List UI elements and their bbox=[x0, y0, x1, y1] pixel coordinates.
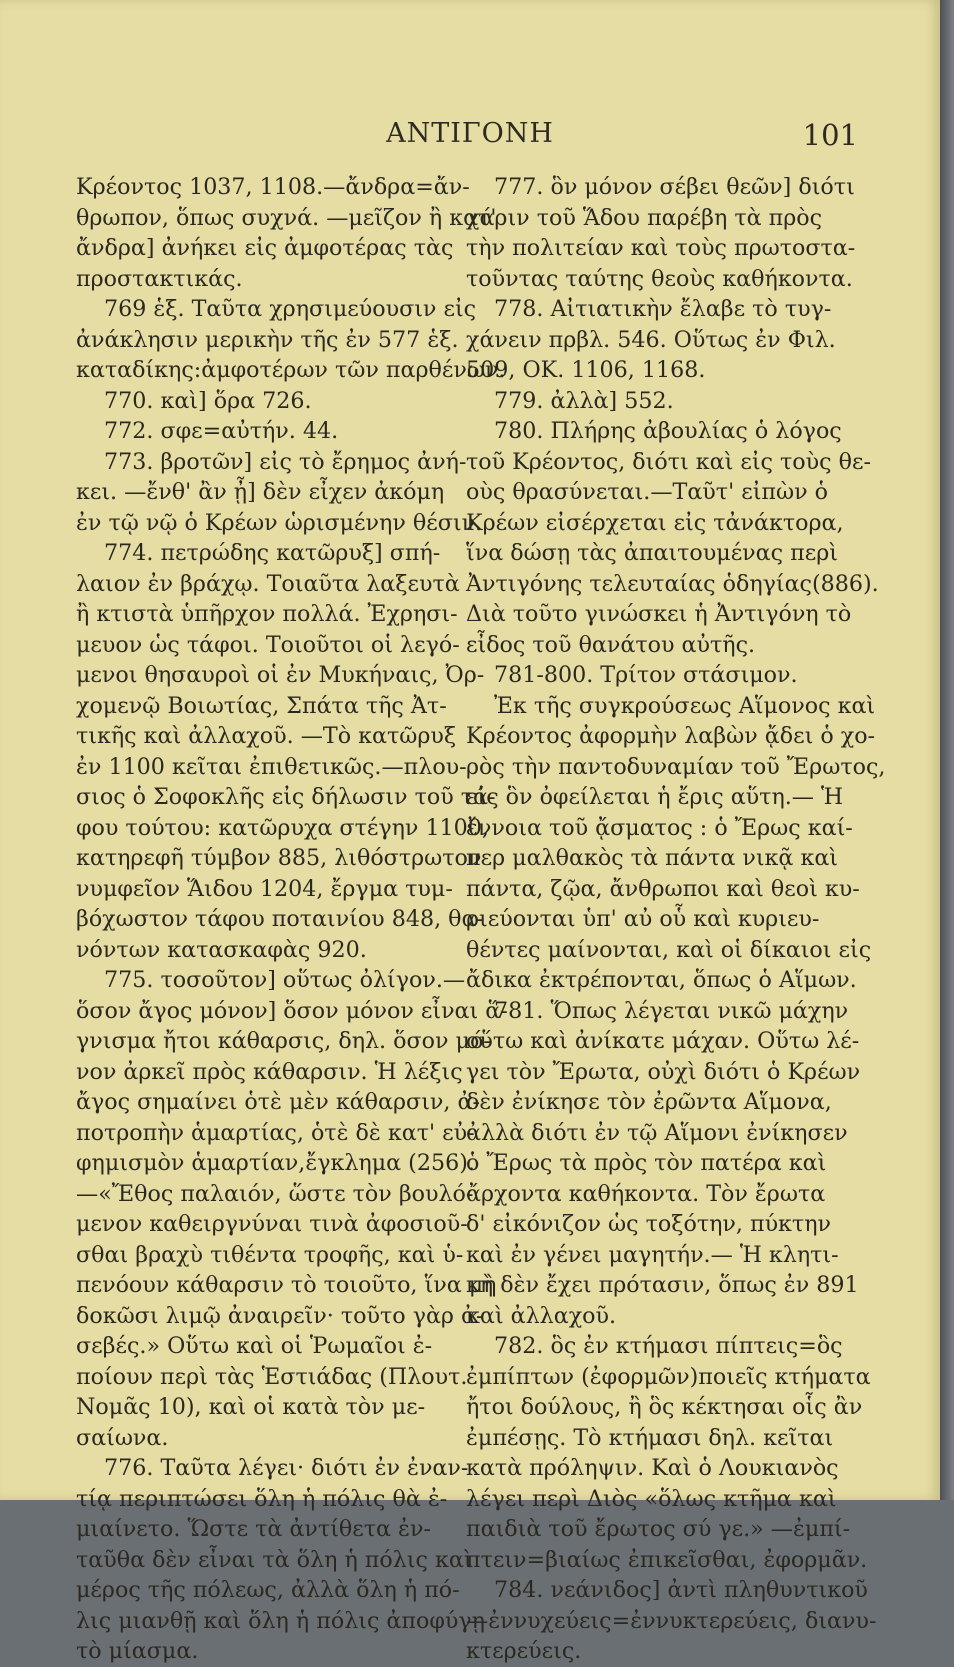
text-line: κτερεύεις. bbox=[466, 1638, 582, 1664]
text-line: 777. ὃν μόνον σέβει θεῶν] διότι bbox=[494, 174, 855, 200]
text-line: Ἀντιγόνης τελευταίας ὁδηγίας(886). bbox=[466, 570, 879, 597]
text-line: δ' εἰκόνιζον ὡς τοξότην, πύκτην bbox=[466, 1211, 831, 1237]
text-line: εἶδος τοῦ θανάτου αὐτῆς. bbox=[466, 631, 756, 658]
page-number: 101 bbox=[802, 118, 858, 152]
text-line: 774. πετρώδης κατῶρυξ] σπή- bbox=[104, 540, 441, 566]
text-line: οὺς θρασύνεται.—Ταῦτ' εἰπὼν ὁ bbox=[466, 479, 828, 505]
text-line: παιδιὰ τοῦ ἔρωτος σύ γε.» —ἐμπί- bbox=[466, 1516, 851, 1542]
text-line: ἀλλὰ διότι ἐν τῷ Αἵμονι ἐνίκησεν bbox=[466, 1119, 848, 1146]
text-line: —«Ἔθος παλαιόν, ὥστε τὸν βουλό- bbox=[76, 1180, 474, 1207]
text-line: ποτροπὴν ἁμαρτίας, ὁτὲ δὲ κατ' εὐ- bbox=[76, 1119, 475, 1146]
text-line: τικῆς καὶ ἀλλαχοῦ. —Τὸ κατῶρυξ bbox=[76, 723, 457, 749]
text-line: ριεύονται ὑπ' αὐ οὗ καὶ κυριευ- bbox=[466, 906, 820, 932]
text-line: 773. βροτῶν] εἰς τὸ ἔρημος ἀνή- bbox=[104, 448, 467, 475]
text-line: 780. Πλήρης ἀβουλίας ὁ λόγος bbox=[494, 418, 842, 444]
text-line: ἄδικα ἐκτρέπονται, ὅπως ὁ Αἵμων. bbox=[466, 967, 857, 993]
text-line: 770. καὶ] ὅρα 726. bbox=[104, 387, 312, 414]
text-line: πάντα, ζῷα, ἄνθρωποι καὶ θεοὶ κυ- bbox=[466, 875, 860, 902]
text-line: τοῦντας ταύτης θεοὺς καθήκοντα. bbox=[466, 265, 853, 292]
text-line: Νομᾶς 10), καὶ οἱ κατὰ τὸν με- bbox=[76, 1394, 426, 1420]
text-line: 782. ὃς ἐν κτήμασι πίπτεις=ὃς bbox=[494, 1333, 843, 1359]
text-line: σεβές.» Οὕτω καὶ οἱ Ῥωμαῖοι ἐ- bbox=[76, 1333, 433, 1359]
text-line: καταδίκης:ἀμφοτέρων τῶν παρθένων. bbox=[76, 357, 506, 383]
text-line: μευον ὡς τάφοι. Τοιοῦτοι οἱ λεγό- bbox=[76, 631, 460, 658]
text-line: οὕτω καὶ ἀνίκατε μάχαν. Οὕτω λέ- bbox=[466, 1028, 860, 1054]
running-title: ΑΝΤΙΓΟΝΗ bbox=[386, 118, 554, 149]
text-line: 784. νεάνιδος] ἀντὶ πληθυντικοῦ bbox=[494, 1577, 868, 1603]
text-line: ἐν τῷ νῷ ὁ Κρέων ὡρισμένην θέσιν. bbox=[76, 509, 483, 536]
text-line: βόχωστον τάφου ποταινίου 848, θα- bbox=[76, 906, 485, 932]
text-line: λαιον ἐν βράχῳ. Τοιαῦτα λαξευτὰ bbox=[76, 570, 460, 597]
left-text-column bbox=[76, 172, 508, 1667]
right-text-column bbox=[466, 172, 886, 1667]
text-line: λέγει περὶ Διὸς «ὅλως κτῆμα καὶ bbox=[466, 1485, 837, 1512]
text-line: ἀνάκλησιν μερικὴν τῆς ἐν 577 ἑξ. bbox=[76, 326, 459, 353]
text-line: κατηρεφῆ τύμβον 885, λιθόστρωτον bbox=[76, 845, 482, 871]
text-line: Κρέοντος ἀφορμὴν λαβὼν ᾄδει ὁ χο- bbox=[466, 723, 876, 749]
text-line: 769 ἑξ. Ταῦτα χρησιμεύουσιν εἰς bbox=[104, 296, 477, 322]
text-line: ἐμπίπτων (ἐφορμῶν)ποιεῖς κτήματα bbox=[466, 1363, 871, 1390]
text-line: προστακτικάς. bbox=[76, 265, 243, 292]
text-line: ὅσον ἄγος μόνον] ὅσον μόνον εἶναι ἅ- bbox=[76, 997, 508, 1024]
text-line: κατὰ πρόληψιν. Καὶ ὁ Λουκιανὸς bbox=[466, 1455, 839, 1481]
text-line: 509, ΟΚ. 1106, 1168. bbox=[466, 357, 706, 383]
text-line: 778. Αἰτιατικὴν ἔλαβε τὸ τυγ- bbox=[494, 296, 832, 322]
text-line: 781. Ὅπως λέγεται νικῶ μάχην bbox=[494, 997, 849, 1024]
text-line: δοκῶσι λιμῷ ἀναιρεῖν· τοῦτο γὰρ ἀ- bbox=[76, 1302, 484, 1329]
text-line: σαίωνα. bbox=[76, 1424, 169, 1451]
text-line: σθαι βραχὺ τιθέντα τροφῆς, καὶ ὑ- bbox=[76, 1241, 464, 1268]
text-line: μενοι θησαυροὶ οἱ ἐν Μυκήναις, Ὀρ- bbox=[76, 662, 485, 688]
text-line: 776. Ταῦτα λέγει· διότι ἐν ἐναν- bbox=[104, 1455, 469, 1481]
text-line: φημισμὸν ἁμαρτίαν,ἔγκλημα (256). bbox=[76, 1150, 475, 1176]
text-line: ἢ κτιστὰ ὑπῆρχον πολλά. Ἐχρησι- bbox=[76, 601, 458, 627]
text-line: θέντες μαίνονται, καὶ οἱ δίκαιοι εἰς bbox=[466, 936, 872, 963]
text-line: νόντων κατασκαφὰς 920. bbox=[76, 936, 367, 963]
text-line: πενόουν κάθαρσιν τὸ τοιοῦτο, ἵνα μὴ bbox=[76, 1272, 497, 1298]
text-line: μέρος τῆς πόλεως, ἀλλὰ ὅλη ἡ πό- bbox=[76, 1577, 460, 1603]
text-line: τίᾳ περιπτώσει ὅλη ἡ πόλις θὰ ἐ- bbox=[76, 1485, 448, 1512]
text-line: ἐν 1100 κεῖται ἐπιθετικῶς.—πλου- bbox=[76, 753, 467, 780]
text-line: ἤτοι δούλους, ἢ ὃς κέκτησαι οἷς ἂν bbox=[466, 1394, 863, 1420]
text-line: καὶ ἀλλαχοῦ. bbox=[466, 1302, 617, 1329]
text-line: ὁ Ἔρως τὰ πρὸς τὸν πατέρα καὶ bbox=[466, 1150, 827, 1176]
text-line: νυμφεῖον Ἅιδου 1204, ἔργμα τυμ- bbox=[76, 875, 453, 902]
text-line: ἄγος σημαίνει ὁτὲ μὲν κάθαρσιν, ἀ- bbox=[76, 1089, 480, 1115]
text-line: —ἐννυχεύεις=ἐννυκτερεύεις, διανυ- bbox=[466, 1607, 877, 1634]
text-line: κει. —ἔνθ' ἂν ᾖ] δὲν εἶχεν ἀκόμη bbox=[76, 479, 445, 505]
text-line: τὸ μίασμα. bbox=[76, 1638, 199, 1664]
text-line: ἔννοια τοῦ ᾄσματος : ὁ Ἔρως καί- bbox=[466, 814, 853, 841]
text-line: καὶ ἐν γένει μαγητήν.— Ἡ κλητι- bbox=[466, 1241, 839, 1268]
text-line: φου τούτου: κατῶρυχα στέγην 1100, bbox=[76, 814, 489, 841]
text-line: ἄρχοντα καθήκοντα. Τὸν ἔρωτα bbox=[466, 1180, 826, 1207]
text-line: ἵνα δώσῃ τὰς ἀπαιτουμένας περὶ bbox=[466, 540, 838, 566]
text-line: 772. σφε=αὐτήν. 44. bbox=[104, 418, 339, 444]
text-line: χομενῷ Βοιωτίας, Σπάτα τῆς Ἀτ- bbox=[76, 692, 447, 719]
text-line: θρωπον, ὅπως συχνά. —μεῖζον ἢ κατ' bbox=[76, 204, 497, 231]
text-line: νον ἀρκεῖ πρὸς κάθαρσιν. Ἡ λέξις bbox=[76, 1058, 463, 1085]
text-line: χάριν τοῦ Ἅδου παρέβη τὰ πρὸς bbox=[466, 204, 823, 231]
text-line: σιος ὁ Σοφοκλῆς εἰς δήλωσιν τοῦ τά- bbox=[76, 784, 496, 810]
text-line: δὲν ἐνίκησε τὸν ἐρῶντα Αἵμονα, bbox=[466, 1089, 832, 1115]
text-line: Ἐκ τῆς συγκρούσεως Αἵμονος καὶ bbox=[494, 692, 876, 719]
text-line: ἐμπέσῃς. Τὸ κτήμασι δηλ. κεῖται bbox=[466, 1424, 834, 1451]
text-line: ταῦθα δὲν εἶναι τὰ ὅλη ἡ πόλις καὶ bbox=[76, 1546, 473, 1573]
text-line: ρὸς τὴν παντοδυναμίαν τοῦ Ἔρωτος, bbox=[466, 753, 886, 780]
book-spine-edge bbox=[940, 0, 954, 1500]
text-line: 781-800. Τρίτον στάσιμον. bbox=[494, 662, 798, 688]
text-line: ποίουν περὶ τὰς Ἑστιάδας (Πλουτ. bbox=[76, 1363, 468, 1390]
text-line: 779. ἀλλὰ] 552. bbox=[494, 387, 674, 414]
text-line: μενον καθειργνύναι τινὰ ἀφοσιοῦ- bbox=[76, 1211, 468, 1237]
text-line: κὴ δὲν ἔχει πρότασιν, ὅπως ἐν 891 bbox=[466, 1272, 859, 1298]
text-line: γει τὸν Ἔρωτα, οὐχὶ διότι ὁ Κρέων bbox=[466, 1058, 861, 1085]
text-line: εἰς ὃν ὀφείλεται ἡ ἔρις αὕτη.— Ἡ bbox=[466, 784, 844, 810]
text-line: Κρέων εἰσέρχεται εἰς τἀνάκτορα, bbox=[466, 509, 844, 536]
text-line: μιαίνετο. Ὥστε τὰ ἀντίθετα ἐν- bbox=[76, 1516, 431, 1542]
text-line: λις μιανθῇ καὶ ὅλη ἡ πόλις ἀποφύγῃ bbox=[76, 1607, 485, 1634]
text-line: ἄνδρα] ἀνήκει εἰς ἀμφοτέρας τὰς bbox=[76, 235, 454, 261]
text-line: χάνειν πρβλ. 546. Οὕτως ἐν Φιλ. bbox=[466, 326, 836, 353]
text-line: Διὰ τοῦτο γινώσκει ἡ Ἀντιγόνη τὸ bbox=[466, 601, 852, 627]
text-line: τὴν πολιτείαν καὶ τοὺς πρωτοστα- bbox=[466, 235, 856, 261]
text-line: πτειν=βιαίως ἐπικεῖσθαι, ἐφορμᾶν. bbox=[466, 1546, 868, 1573]
text-line: γνισμα ἤτοι κάθαρσις, δηλ. ὅσον μό- bbox=[76, 1028, 491, 1054]
text-line: Κρέοντος 1037, 1108.—ἄνδρα=ἄν- bbox=[76, 174, 470, 200]
text-line: 775. τοσοῦτον] οὕτως ὀλίγον.— bbox=[104, 967, 466, 993]
text-line: περ μαλθακὸς τὰ πάντα νικᾷ καὶ bbox=[466, 845, 838, 871]
text-line: τοῦ Κρέοντος, διότι καὶ εἰς τοὺς θε- bbox=[466, 448, 871, 475]
